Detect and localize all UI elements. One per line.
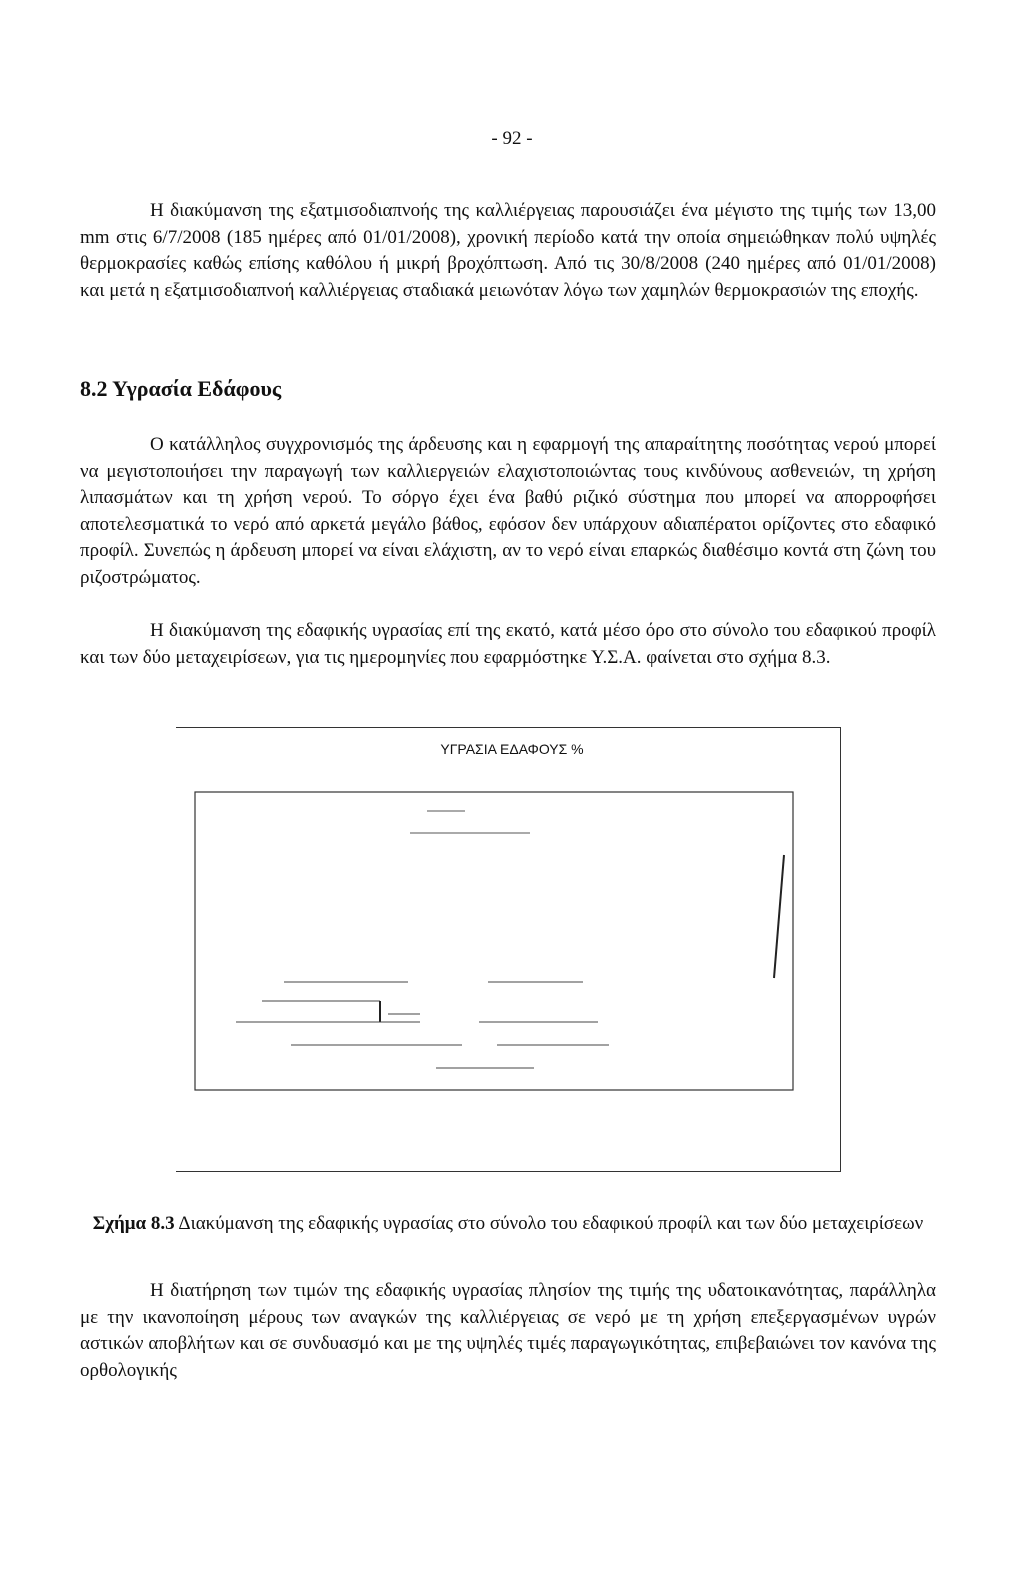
paragraph-irrigation: Ο κατάλληλος συγχρονισμός της άρδευσης και η εφαρμογή της απαραίτητης ποσότητας νερού μπορεί να μεγιστοποιήσει την παραγωγή των καλλιεργειών ελαχιστοποιώντας τους κινδύνους ασθενειών, τη χρήση λιπασμάτων και τη χρήση νερού. Το σόργο έχει ένα βαθύ ριζικό σύστημα που μπορεί να απορροφήσει αποτελεσματικά το νερό από αρκετά μεγάλο βάθος, εφόσον δεν υπάρχουν αδιαπέρατοι ορίζοντες στο εδαφικό προφίλ. Συνεπώς η άρδευση μπορεί να είναι ελάχιστη, αν το νερό είναι επαρκώς διαθέσιμο κοντά στη ζώνη του ριζοστρώματος. xyxy=(80,434,936,588)
caption-label: Σχήμα 8.3 xyxy=(92,1213,175,1234)
caption-text: Διακύμανση της εδαφικής υγρασίας στο σύνολο του εδαφικού προφίλ και των δύο μεταχειρίσεων xyxy=(174,1213,924,1234)
section-heading: 8.2 Υγρασία Εδάφους xyxy=(80,376,282,401)
paragraph-figure-reference: Η διακύμανση της εδαφικής υγρασίας επί της εκατό, κατά μέσο όρο στο σύνολο του εδαφικού προφίλ και των δύο μεταχειρίσεων, για τις ημερομηνίες που εφαρμόστηκε Υ.Σ.Α. φαίνεται στο σχήμα 8.3. xyxy=(80,620,936,668)
page-number: - 92 - xyxy=(491,128,533,149)
faint-trace xyxy=(774,855,784,978)
chart-title: ΥΓΡΑΣΙΑ ΕΔΑΦΟΥΣ % xyxy=(440,741,584,757)
paragraph-conclusion: Η διατήρηση των τιμών της εδαφικής υγρασίας πλησίον της τιμής της υδατοικανότητας, παράλληλα με την ικανοποίηση μέρους των αναγκών της καλλιέργειας σε νερό με τη χρήση επεξεργασμένων υγρών αστικών αποβλήτων και σε συνδυασμό και με της υψηλές τιμές παραγωγικότητας, επιβεβαιώνει τον κανόνα της ορθολογικής xyxy=(80,1280,936,1381)
paragraph-evapotranspiration: Η διακύμανση της εξατμισοδιαπνοής της καλλιέργειας παρουσιάζει ένα μέγιστο της τιμής των 13,00 mm στις 6/7/2008 (185 ημέρες από 01/01/2008), χρονική περίοδο κατά την οποία σημειώθηκαν πολύ υψηλές θερμοκρασίες καθώς επίσης καθόλου ή μικρή βροχόπτωση. Από τις 30/8/2008 (240 ημέρες από 01/01/2008) και μετά η εξατμισοδιαπνοή καλλιέργειας σταδιακά μειωνόταν λόγω των χαμηλών θερμοκρασιών της εποχής. xyxy=(80,200,936,301)
figure-caption xyxy=(80,1210,936,1237)
plot-area xyxy=(195,792,793,1090)
